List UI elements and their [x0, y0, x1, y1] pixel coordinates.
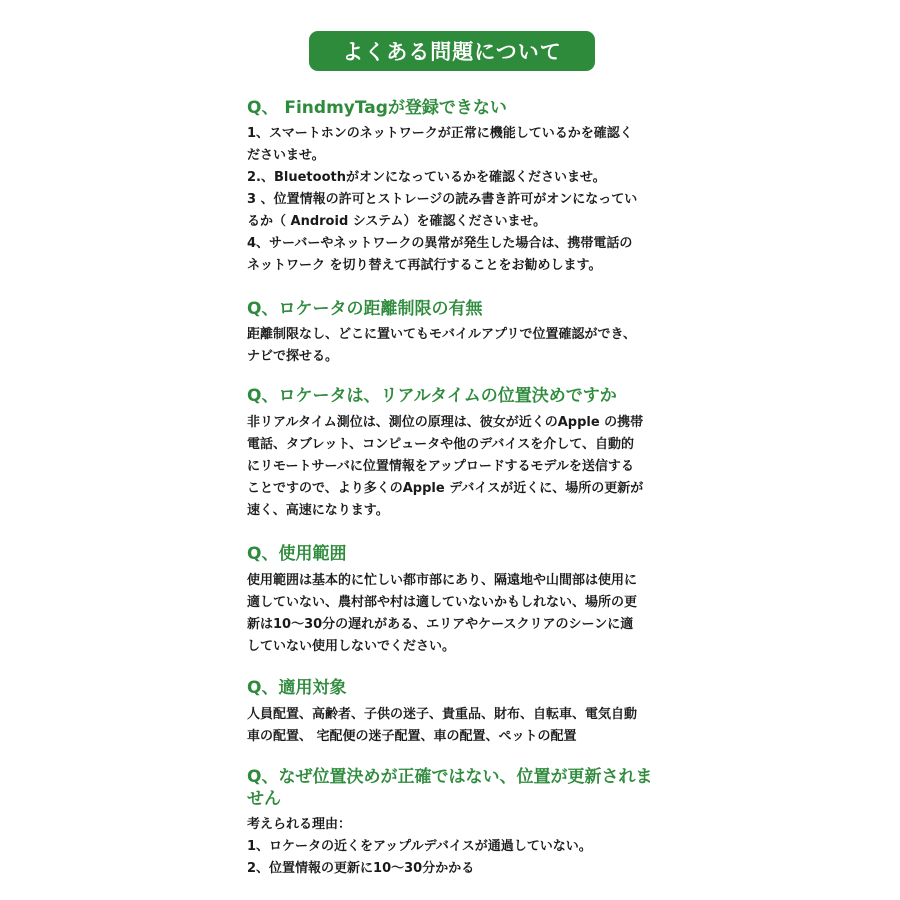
answer-line: 電話、タブレット、コンピュータや他のデバイスを介して、自動的: [247, 437, 635, 452]
answer-line: ナビで探せる。: [247, 349, 339, 364]
answer-line: 新は10～30分の遅れがある、エリアやケースクリアのシーンに適: [247, 617, 634, 632]
answer-line: 人員配置、高齢者、子供の迷子、貴重品、財布、自転車、電気自動: [247, 707, 638, 722]
page-title: よくある問題について: [342, 40, 562, 64]
answer-line: 1、ロケータの近くをアップルデバイスが通過していない。: [247, 839, 592, 854]
answer-realtime: [247, 412, 672, 522]
answer-accuracy: [247, 814, 672, 880]
question-heading-targets: Q、適用対象: [247, 678, 347, 698]
answer-line: 考えられる理由：: [247, 817, 352, 832]
answer-line: 1、スマートホンのネットワークが正常に機能しているかを確認く: [247, 126, 633, 141]
answer-line: 距離制限なし、どこに置いてもモバイルアプリで位置確認ができ、: [247, 327, 636, 342]
answer-line: 非リアルタイム測位は、測位の原理は、彼女が近くのApple の携帯: [247, 415, 644, 430]
question-heading-realtime: Q、ロケータは、リアルタイムの位置決めですか: [247, 386, 617, 406]
question-heading-accuracy: Q、なぜ位置決めが正確ではない、位置が更新されません: [247, 767, 653, 809]
question-heading-usage-range: Q、使用範囲: [247, 544, 347, 564]
answer-line: ださいませ。: [247, 148, 325, 163]
answer-line: していない使用しないでください。: [247, 639, 456, 654]
answer-distance: [247, 324, 672, 368]
question-heading-distance: Q、ロケータの距離制限の有無: [247, 299, 483, 319]
question-heading-registration: Q、 FindmyTagが登録できない: [247, 98, 507, 118]
answer-usage-range: [247, 570, 672, 658]
answer-line: るか（ Android システム）を確認くださいませ。: [247, 214, 547, 229]
answer-line: にリモートサーバに位置情報をアップロードするモデルを送信する: [247, 459, 634, 474]
answer-line: 車の配置、 宅配便の迷子配置、車の配置、ペットの配置: [247, 729, 577, 744]
answer-line: 4、サーバーやネットワークの異常が発生した場合は、携帯電話の: [247, 236, 633, 251]
answer-line: 使用範囲は基本的に忙しい都市部にあり、隔遠地や山間部は使用に: [247, 573, 638, 588]
answer-line: 適していない、農村部や村は適していないかもしれない、場所の更: [247, 595, 638, 610]
answer-line: 速く、高速になります。: [247, 503, 389, 518]
page-title-banner: [309, 31, 595, 71]
answer-line: ネットワーク を切り替えて再試行することをお勧めします。: [247, 258, 602, 273]
answer-line: ことですので、より多くのApple デバイスが近くに、場所の更新が: [247, 481, 644, 496]
answer-line: 2、位置情報の更新に10～30分かかる: [247, 861, 475, 876]
answer-line: 2.、Bluetoothがオンになっているかを確認くださいませ。: [247, 170, 606, 185]
answer-targets: [247, 704, 672, 748]
answer-registration: [247, 123, 672, 277]
answer-line: 3 、位置情報の許可とストレージの読み書き許可がオンになってい: [247, 192, 638, 207]
